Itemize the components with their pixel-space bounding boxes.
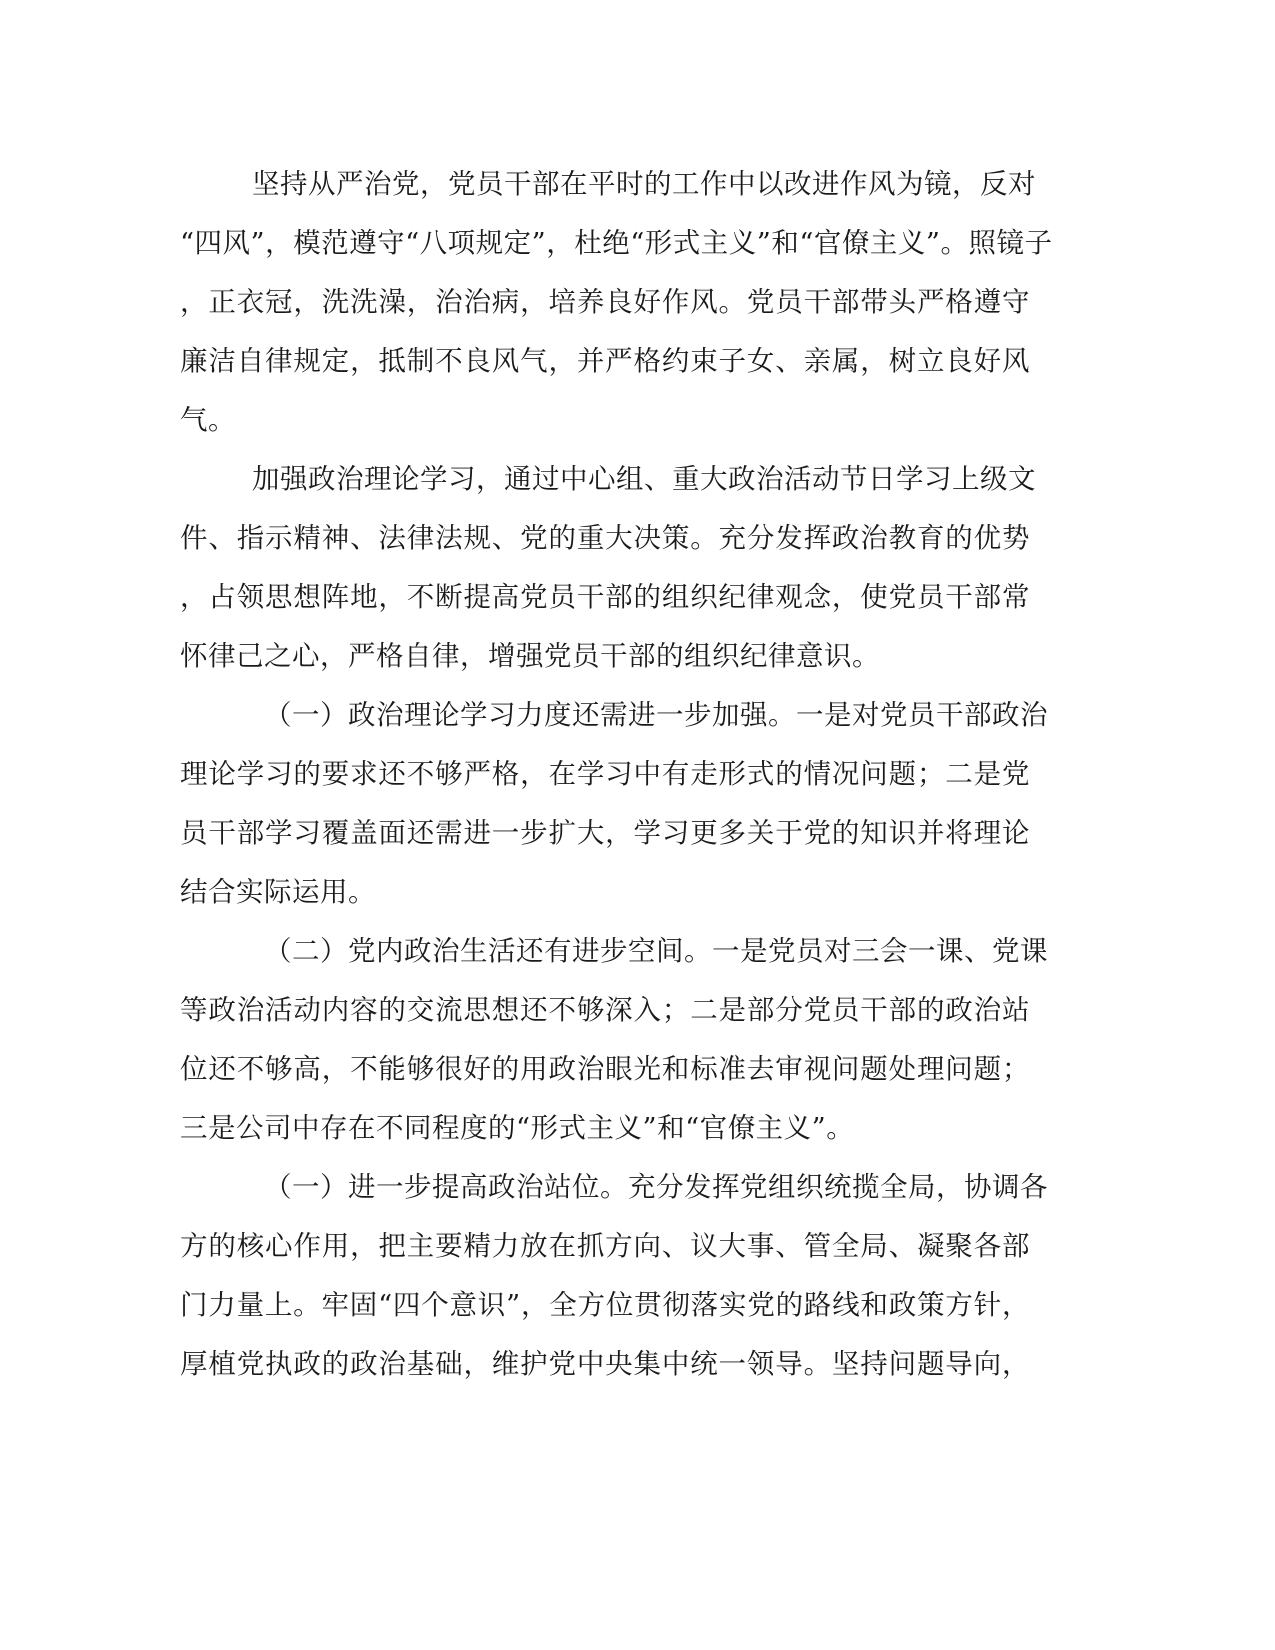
paragraph-4-line-4: 三是公司中存在不同程度的“形式主义”和“官僚主义”。 bbox=[180, 1112, 855, 1144]
paragraph-1-line-3: ，正衣冠，洗洗澡，治治病，培养良好作风。党员干部带头严格遵守 bbox=[180, 286, 1030, 318]
paragraph-2-line-4: 怀律己之心，严格自律，增强党员干部的组织纪律意识。 bbox=[180, 640, 880, 672]
paragraph-2-line-2: 件、指示精神、法律法规、党的重大决策。充分发挥政治教育的优势 bbox=[180, 522, 1030, 554]
paragraph-5-line-4: 厚植党执政的政治基础，维护党中央集中统一领导。坚持问题导向， bbox=[180, 1348, 1030, 1380]
paragraph-3-line-2: 理论学习的要求还不够严格，在学习中有走形式的情况问题；二是党 bbox=[180, 758, 1030, 790]
paragraph-3-line-1: （一）政治理论学习力度还需进一步加强。一是对党员干部政治 bbox=[264, 699, 1048, 731]
paragraph-3-line-4: 结合实际运用。 bbox=[180, 876, 376, 908]
paragraph-5-line-3: 门力量上。牢固“四个意识”，全方位贯彻落实党的路线和政策方针， bbox=[180, 1289, 1030, 1321]
paragraph-5-line-2: 方的核心作用，把主要精力放在抓方向、议大事、管全局、凝聚各部 bbox=[180, 1230, 1030, 1262]
paragraph-1-line-5: 气。 bbox=[180, 404, 236, 436]
paragraph-4-line-2: 等政治活动内容的交流思想还不够深入；二是部分党员干部的政治站 bbox=[180, 994, 1030, 1026]
paragraph-4-line-1: （二）党内政治生活还有进步空间。一是党员对三会一课、党课 bbox=[264, 935, 1048, 967]
paragraph-3-line-3: 员干部学习覆盖面还需进一步扩大，学习更多关于党的知识并将理论 bbox=[180, 817, 1030, 849]
paragraph-1-line-4: 廉洁自律规定，抵制不良风气，并严格约束子女、亲属，树立良好风 bbox=[180, 345, 1030, 377]
paragraph-1-line-2: “四风”，模范遵守“八项规定”，杜绝“形式主义”和“官僚主义”。照镜子 bbox=[180, 227, 1053, 259]
paragraph-5-line-1: （一）进一步提高政治站位。充分发挥党组织统揽全局，协调各 bbox=[264, 1171, 1048, 1203]
paragraph-4-line-3: 位还不够高，不能够很好的用政治眼光和标准去审视问题处理问题； bbox=[180, 1053, 1030, 1085]
paragraph-2-line-3: ，占领思想阵地，不断提高党员干部的组织纪律观念，使党员干部常 bbox=[180, 581, 1030, 613]
document-body bbox=[180, 155, 1053, 1394]
paragraph-1-line-1: 坚持从严治党，党员干部在平时的工作中以改进作风为镜，反对 bbox=[252, 168, 1036, 200]
paragraph-2-line-1: 加强政治理论学习，通过中心组、重大政治活动节日学习上级文 bbox=[252, 463, 1036, 495]
